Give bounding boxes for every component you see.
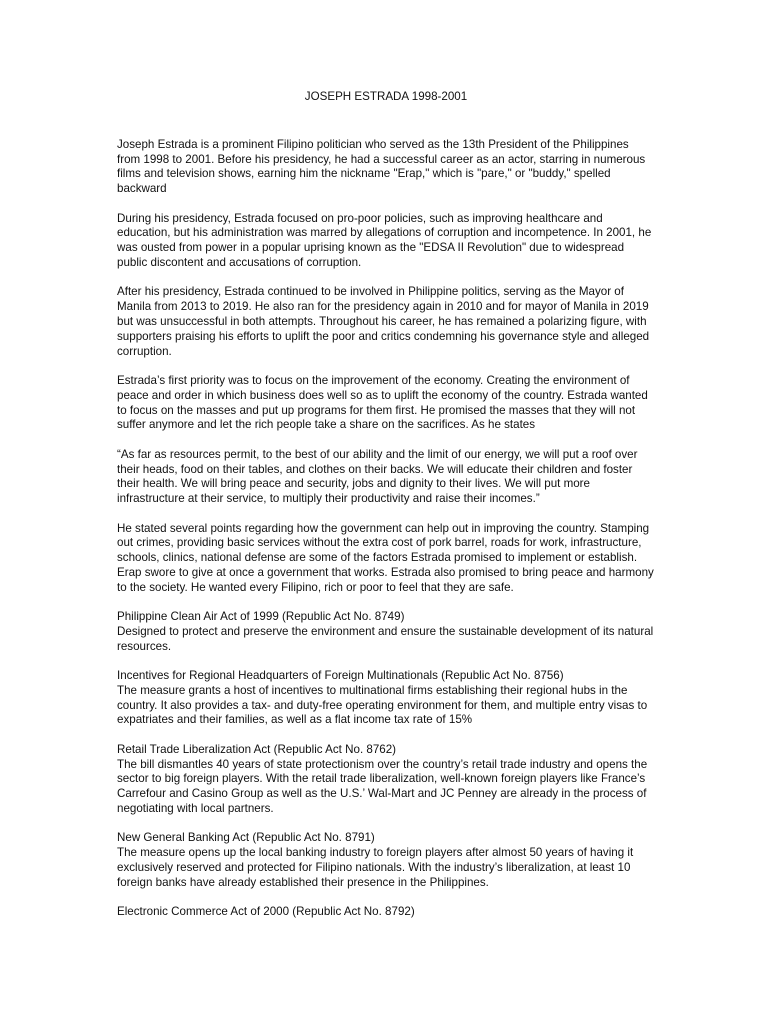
- act-description: The measure grants a host of incentives to multinational firms establishing their regional hubs in the country. It also provides a tax- and duty-free operating environment for them, and multiple entry visas to expatriates and their families, as well as a flat income tax rate of 15%: [117, 683, 648, 727]
- act-title: Incentives for Regional Headquarters of Foreign Multinationals (Republic Act No. 8756): [117, 669, 564, 683]
- act-description: The measure opens up the local banking industry to foreign players after almost 50 years of having it exclusively reserved and protected for Filipino nationals. With the industry’s liberalization, at least 10 foreign banks have already established their presence in the Philippines.: [117, 846, 634, 889]
- document-body: [117, 90, 655, 920]
- paragraph-intro: Joseph Estrada is a prominent Filipino politician who served as the 13th President of the Philippines from 1998 to 2001. Before his presidency, he had a successful career as an actor, starring in numerous films and television shows, earning him the nickname "Erap," which is "pare," or "buddy," spelled backward: [117, 137, 646, 196]
- document-title: JOSEPH ESTRADA 1998-2001: [304, 90, 468, 103]
- paragraph-government-points: He stated several points regarding how the government can help out in improving the country. Stamping out crimes, providing basic services without the extra cost of pork barrel, roads for work, infrastructure, schools, clinics, national defense are some of the factors Estrada promised to implement or establish. Erap swore to give at once a government that works. Estrada also promised to bring peace and harmony to the society. He wanted every Filipino, rich or poor to feel that they are safe.: [117, 521, 654, 594]
- act-entry: [117, 905, 655, 920]
- act-entry: [117, 743, 655, 817]
- act-entry: [117, 831, 655, 890]
- act-description: The bill dismantles 40 years of state protectionism over the country’s retail trade industry and opens the sector to big foreign players. With the retail trade liberalization, well-known foreign players like France’s Carrefour and Casino Group as well as the U.S.’ Wal-Mart and JC Penney are already in the process of negotiating with local partners.: [117, 757, 648, 816]
- act-title: Electronic Commerce Act of 2000 (Republic Act No. 8792): [117, 905, 415, 919]
- paragraph-economy-priority: Estrada’s first priority was to focus on the improvement of the economy. Creating the environment of peace and order in which business does well so as to uplift the economy of the country. Estrada wanted to focus on the masses and put up programs for them first. He promised the masses that they will not suffer anymore and let the rich people take a share on the sacrifices. As he states: [117, 373, 648, 432]
- act-description: Designed to protect and preserve the environment and ensure the sustainable development of its natural resources.: [117, 624, 654, 653]
- act-entry: [117, 610, 655, 654]
- paragraph-quote: “As far as resources permit, to the best of our ability and the limit of our energy, we will put a roof over their heads, food on their tables, and clothes on their backs. We will educate their children and foster their health. We will bring peace and security, jobs and dignity to their lives. We will put more infrastructure at their service, to multiply their productivity and raise their incomes.”: [117, 447, 638, 506]
- act-title: New General Banking Act (Republic Act No. 8791): [117, 831, 375, 845]
- act-entry: [117, 669, 655, 728]
- act-title: Retail Trade Liberalization Act (Republic Act No. 8762): [117, 742, 397, 756]
- act-title: Philippine Clean Air Act of 1999 (Republic Act No. 8749): [117, 610, 405, 624]
- paragraph-after-presidency: After his presidency, Estrada continued to be involved in Philippine politics, serving as the Mayor of Manila from 2013 to 2019. He also ran for the presidency again in 2010 and for mayor of Manila in 2019 but was unsuccessful in both attempts. Throughout his career, he has remained a polarizing figure, with supporters praising his efforts to uplift the poor and critics condemning his governance style and alleged corruption.: [117, 285, 650, 358]
- paragraph-presidency: During his presidency, Estrada focused on pro-poor policies, such as improving healthcare and education, but his administration was marred by allegations of corruption and incompetence. In 2001, he was ousted from power in a popular uprising known as the "EDSA II Revolution" due to widespread public discontent and accusations of corruption.: [117, 211, 652, 269]
